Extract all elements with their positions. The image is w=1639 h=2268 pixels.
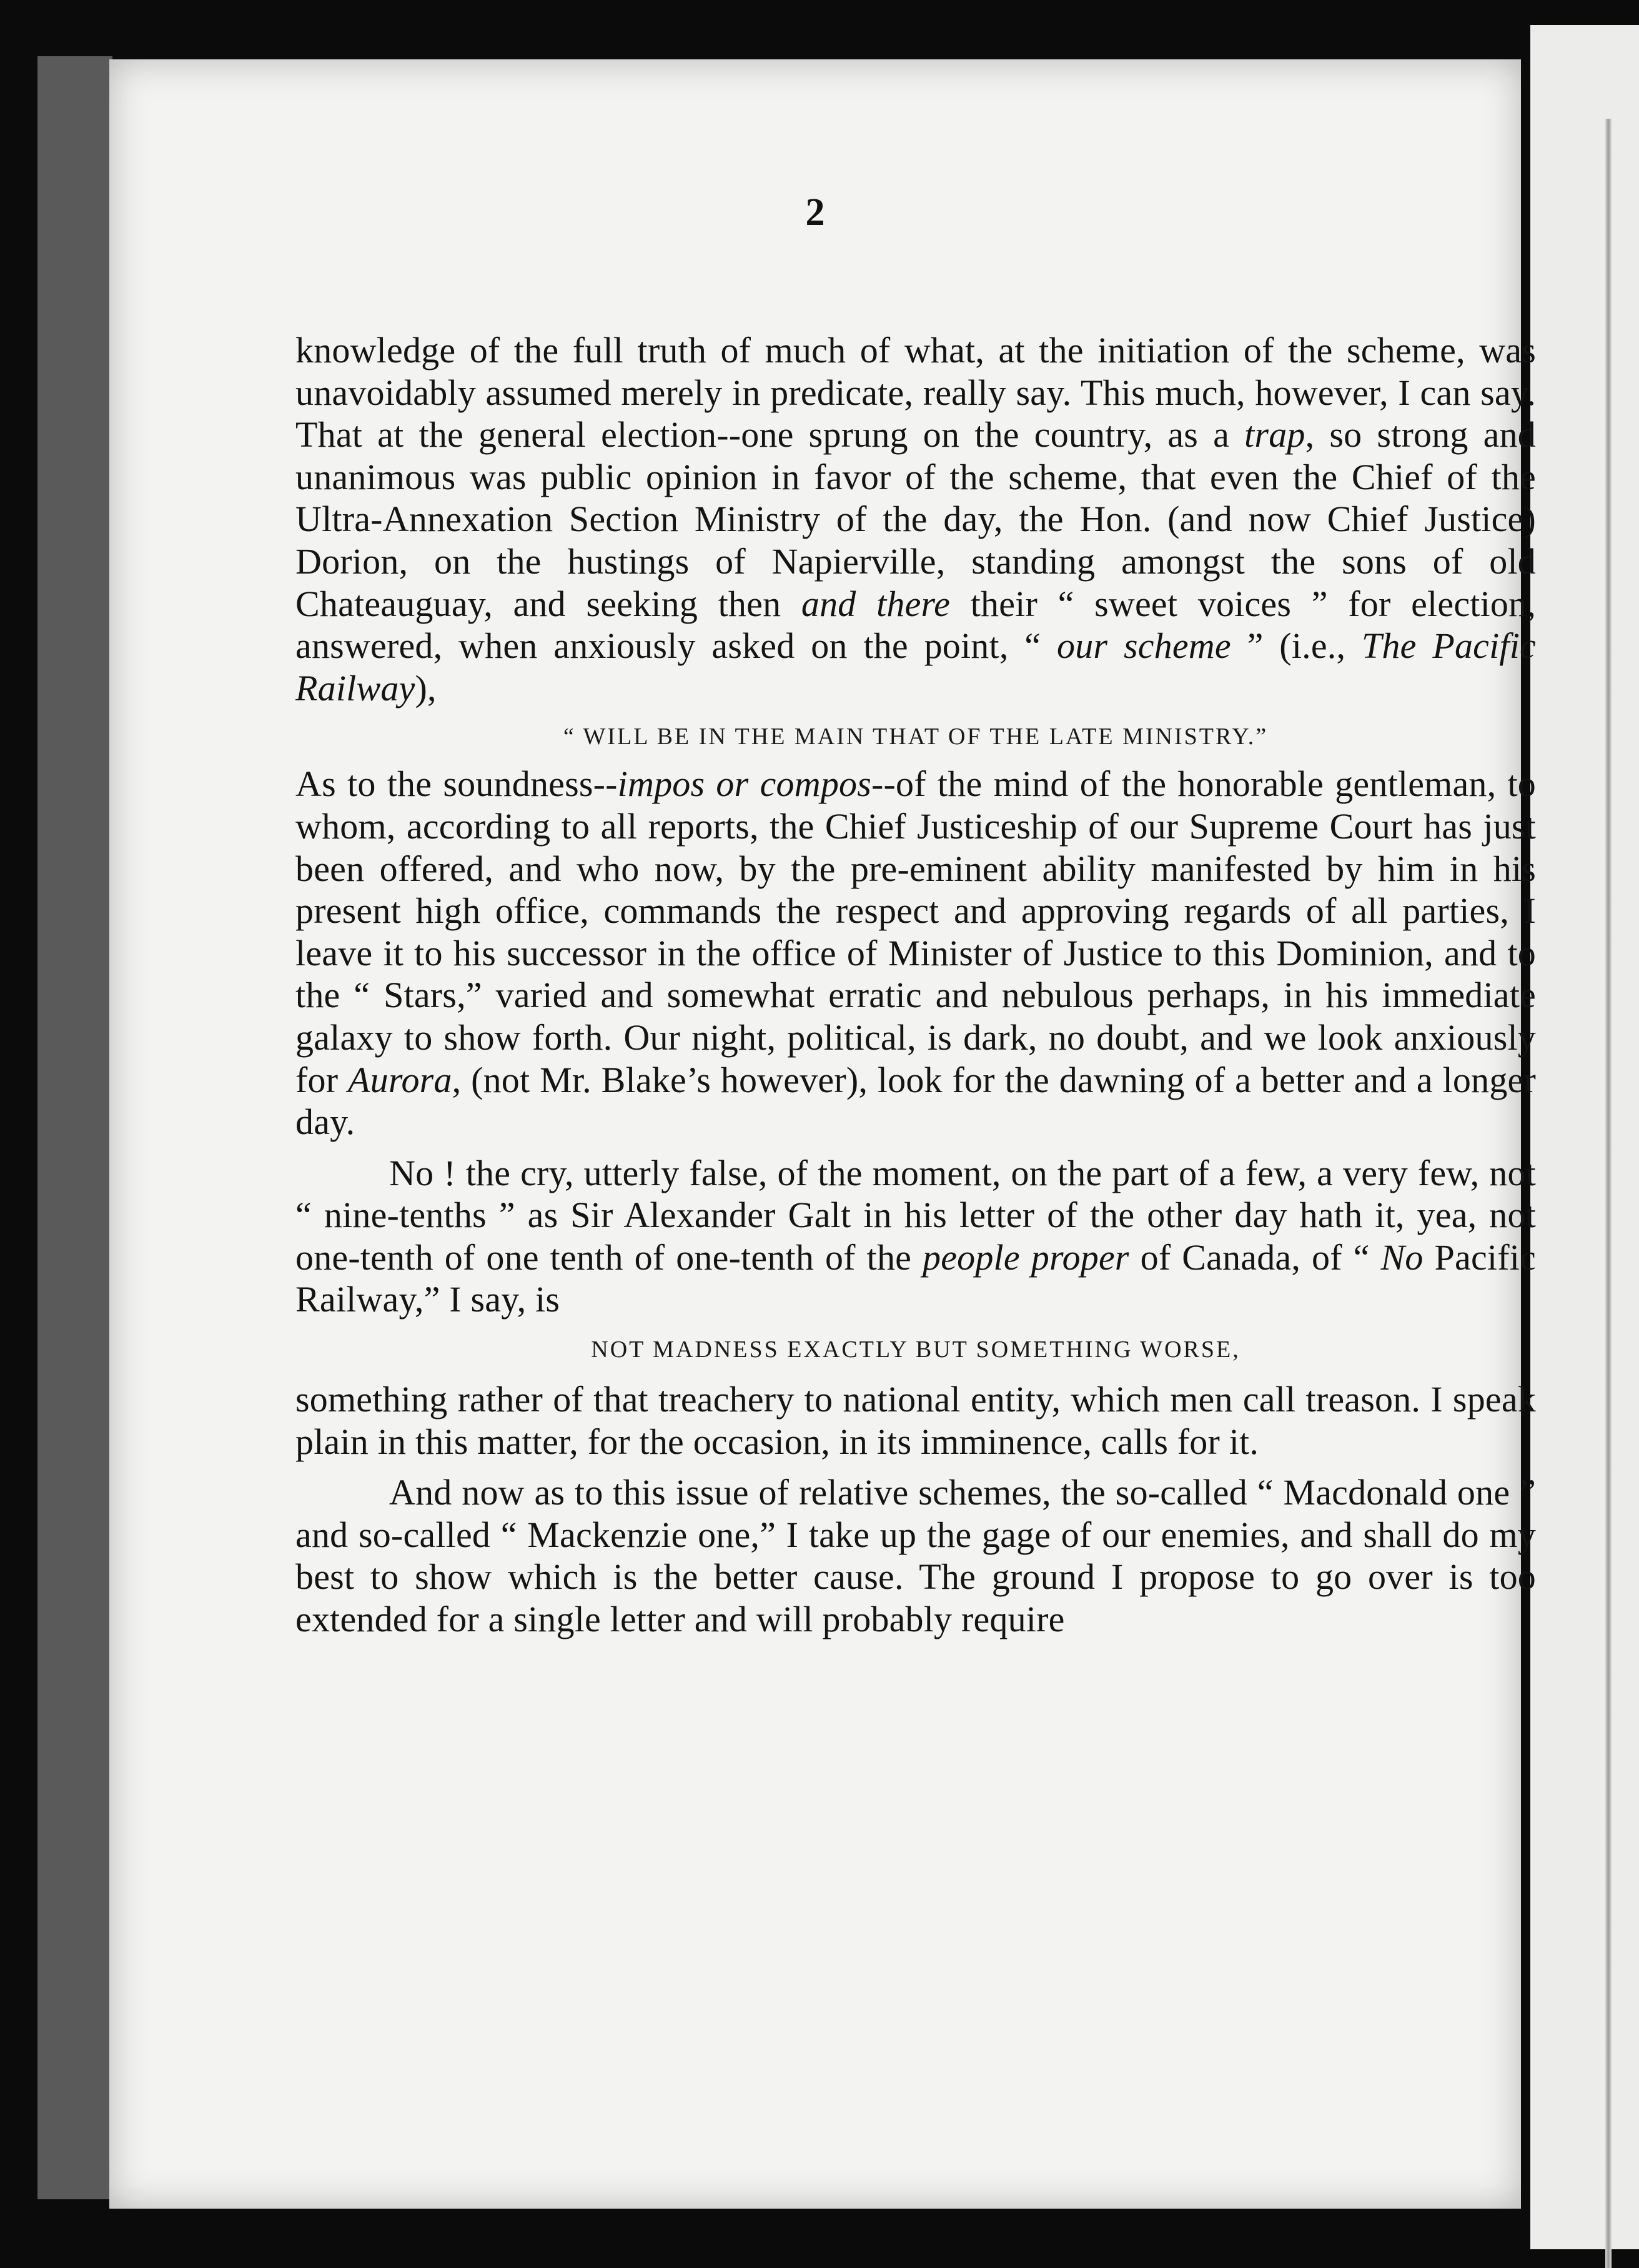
p1-text-a: knowledge of the full truth of much of what, at the initiation of the scheme, was unavoidably assumed merely in predicate, really say. This much, however, I can say. That at the general election--one sprung on the country, as a <box>295 330 1536 455</box>
p1-italic-and-there: and there <box>801 583 951 624</box>
p1-text-e: their “ sweet voices ” for election, answered, when anxiously asked on the point, “ <box>295 583 1536 667</box>
p3-text-c: of Canada, of “ <box>1129 1236 1381 1278</box>
p3-text-a: No ! the cry, utterly false, of the moment, on the part of a few, a very few, not “ nine-tenths ” as Sir Alexander Galt in his letter of the other day hath it, yea, not one-tenth of one tenth of one-tenth of the <box>295 1152 1536 1278</box>
paragraph-2 <box>295 763 1536 1143</box>
p2-italic-aurora: Aurora <box>348 1059 452 1100</box>
p3-text-e: Pacific Railway,” I say, is <box>295 1236 1536 1320</box>
p2-text-e: , (not Mr. Blake’s however), look for the dawning of a better and a longer day. <box>295 1059 1536 1143</box>
facing-page-edge <box>1530 25 1639 2249</box>
page-number: 2 <box>805 191 825 234</box>
quote-late-ministry: “ WILL BE IN THE MAIN THAT OF THE LATE MINISTRY.” <box>563 724 1269 750</box>
body-text <box>295 329 1536 1641</box>
p3-italic-people-proper: people proper <box>923 1236 1129 1278</box>
document-page <box>109 59 1537 2209</box>
p2-text-c: --of the mind of the honorable gentleman, to whom, according to all reports, the Chief Justiceship of our Supreme Court has just been offered, and who now, by the pre-eminent ability manifested by him in his present high office, commands the respect and approving regards of all parties, I leave it to his successor in the office of Minister of Justice to this Dominion, and to the “ Stars,” varied and somewhat erratic and nebulous perhaps, in his immediate galaxy to show forth. Our night, political, is dark, no doubt, and we look anxiously for <box>295 763 1537 1100</box>
p2-text-a: As to the soundness-- <box>295 763 618 805</box>
quote-not-madness: NOT MADNESS EXACTLY BUT SOMETHING WORSE, <box>591 1336 1240 1363</box>
p1-italic-pacific-railway: The Pacific Railway <box>295 625 1536 709</box>
p1-text-c: , so strong and unanimous was public opinion in favor of the scheme, that even the Chief of the Ultra-Annexation Section Ministry of the day, the Hon. (and now Chief Justice) Dorion, on the hustings of Napierville, standing amongst the sons of old Chateauguay, and seeking then <box>295 414 1536 624</box>
p2-italic-impos-compos: impos or compos <box>617 763 871 805</box>
scan-left-edge <box>37 56 112 2199</box>
paragraph-5: And now as to this issue of relative schemes, the so-called “ Macdonald one ” and so-called “ Mackenzie one,” I take up the gage of our enemies, and shall do my best to show which is the better cause. The ground I propose to go over is too extended for a single letter and will probably require <box>295 1472 1536 1640</box>
p1-italic-our-scheme: our scheme <box>1057 625 1231 667</box>
page-fold-shadow <box>1605 119 1612 2268</box>
p1-italic-trap: trap <box>1244 414 1305 455</box>
paragraph-4: something rather of that treachery to national entity, which men call treason. I speak plain in this matter, for the occasion, in its imminence, calls for it. <box>295 1379 1536 1462</box>
paragraph-3 <box>295 1152 1536 1321</box>
p1-text-g: ” (i.e., <box>1230 625 1362 667</box>
p1-text-i: ), <box>415 667 437 709</box>
p3-italic-no: No <box>1380 1236 1424 1278</box>
paragraph-1 <box>295 329 1536 709</box>
